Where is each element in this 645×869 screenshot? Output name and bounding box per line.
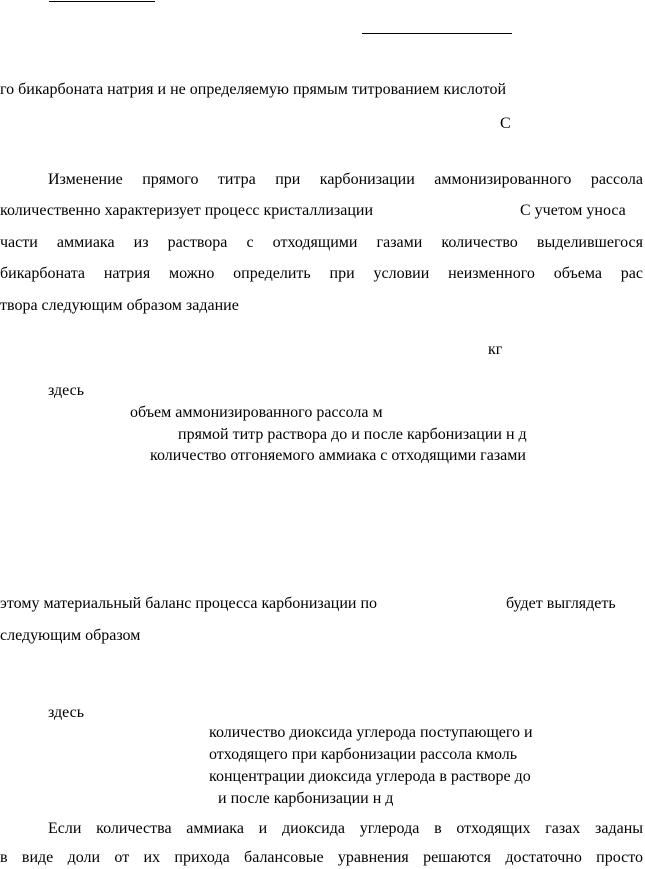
where-label: здесь — [48, 704, 85, 721]
definition-line: объем аммонизированного рассола м — [130, 404, 383, 421]
where-label: здесь — [48, 382, 85, 399]
paragraph-line: этому материальный баланс процесса карбонизации по — [0, 595, 378, 612]
definition-line: концентрации диоксида углерода в растворе до — [209, 768, 531, 785]
paragraph-line: следующим образом — [0, 627, 141, 644]
text-line: С — [500, 115, 511, 132]
header-rule-right — [362, 33, 512, 34]
paragraph-line: Изменение прямого титра при карбонизации аммонизированного рассола — [48, 171, 643, 188]
header-rule-left — [49, 1, 155, 2]
paragraph-line: Если количества аммиака и диоксида углерода в отходящих газах заданы — [48, 820, 643, 837]
definition-line: и после карбонизации н д — [218, 790, 394, 807]
unit-label: кг — [488, 341, 503, 358]
paragraph-line: С учетом уноса — [520, 202, 626, 219]
paragraph-line: части аммиака из раствора с отходящими газами количество выделившегося — [0, 234, 643, 251]
paragraph-line: твора следующим образом задание — [0, 297, 239, 314]
paragraph-line: будет выглядеть — [506, 595, 616, 612]
definition-line: количество диоксида углерода поступающего и — [209, 724, 533, 741]
paragraph-line: в виде доли от их прихода балансовые уравнения решаются достаточно просто — [0, 849, 643, 866]
paragraph-line: количественно характеризует процесс кристаллизации — [0, 202, 374, 219]
definition-line: отходящего при карбонизации рассола кмоль — [209, 746, 518, 763]
paragraph-line: бикарбоната натрия можно определить при условии неизменного объема рас — [0, 265, 643, 282]
definition-line: прямой титр раствора до и после карбонизации н д — [178, 426, 527, 443]
definition-line: количество отгоняемого аммиака с отходящими газами — [150, 447, 526, 464]
text-line: го бикарбоната натрия и не определяемую прямым титрованием кислотой — [0, 81, 506, 98]
